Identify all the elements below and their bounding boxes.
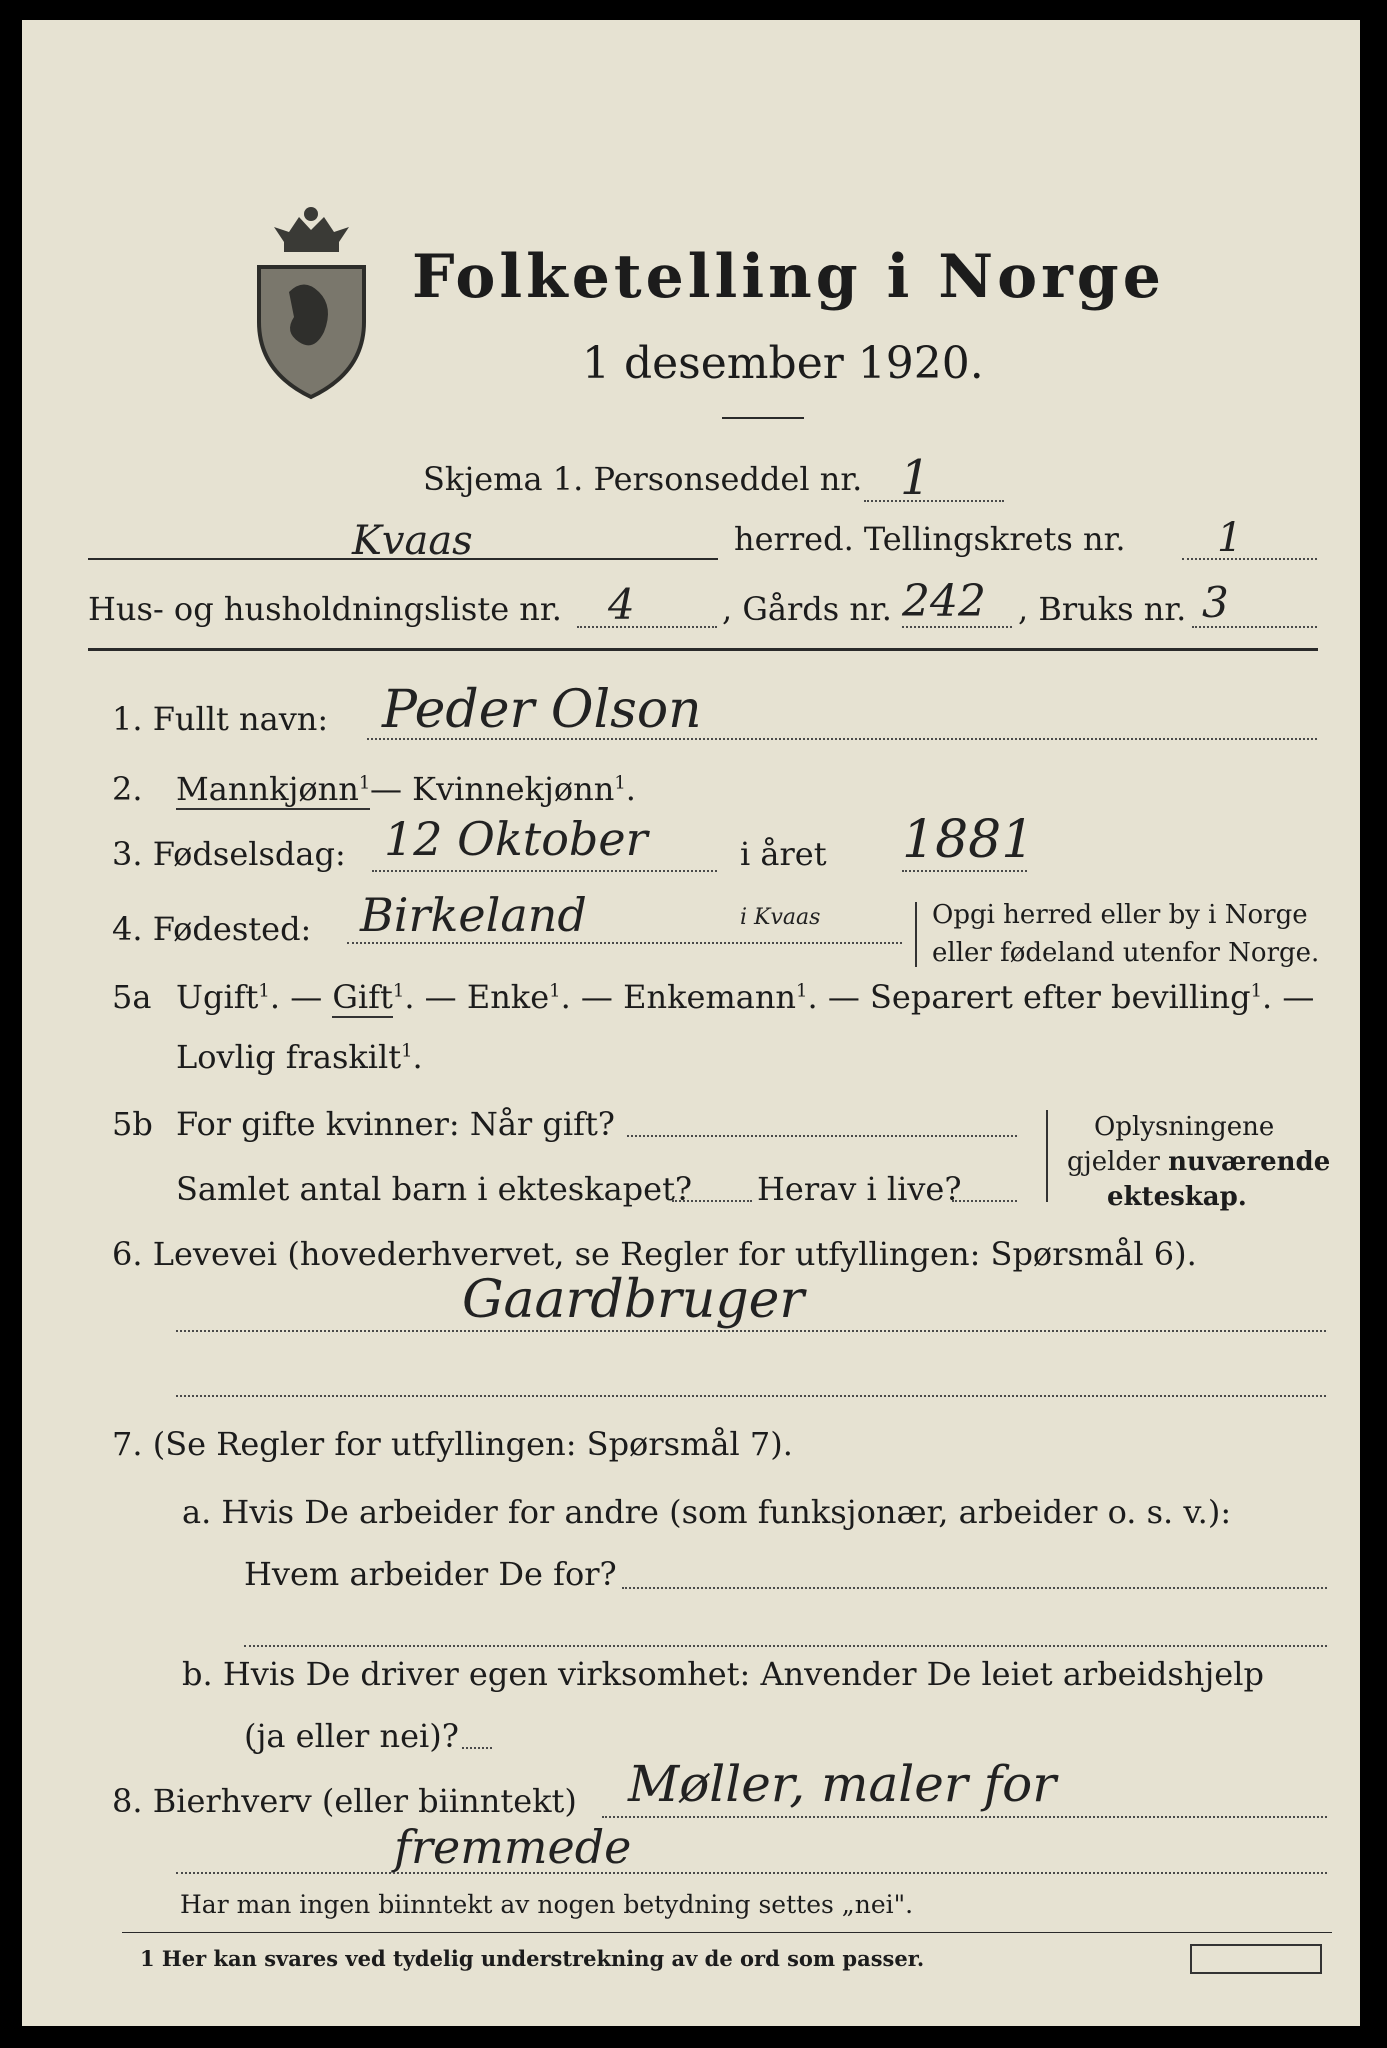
q5a-option-enkemann: Enkemann bbox=[623, 978, 797, 1016]
q1-label: 1. Fullt navn: bbox=[112, 700, 329, 738]
q7b-label: b. Hvis De driver egen virksomhet: Anvender De leiet arbeidshjelp bbox=[182, 1655, 1264, 1693]
q5b-note-line2b: nuværende bbox=[1168, 1147, 1331, 1177]
form-date: 1 desember 1920. bbox=[582, 338, 984, 389]
gards-label: , Gårds nr. bbox=[722, 590, 892, 628]
q5a-option-enke: Enke bbox=[466, 978, 550, 1016]
q5a-option-separert: Separert efter bevilling bbox=[870, 978, 1251, 1016]
q5b-note-line2a: gjelder bbox=[1067, 1147, 1160, 1177]
q8-value-line1: Møller, maler for bbox=[628, 1755, 1057, 1813]
bruks-label: , Bruks nr. bbox=[1018, 590, 1187, 628]
q5b-note-brace bbox=[1046, 1110, 1052, 1202]
q2-option-male-label: Mannkjønn bbox=[176, 770, 359, 808]
q5b-married-line bbox=[627, 1135, 1017, 1137]
husliste-value: 4 bbox=[608, 580, 635, 629]
q5b-note-line3: ekteskap. bbox=[1107, 1182, 1247, 1212]
q6-label: 6. Levevei (hovederhvervet, se Regler for utfyllingen: Spørsmål 6). bbox=[112, 1235, 1197, 1273]
q5a-option-gift: Gift bbox=[332, 978, 393, 1016]
q8-note: Har man ingen biinntekt av nogen betydning settes „nei". bbox=[180, 1890, 914, 1919]
q5a-options: Ugift$^1$. — Gift$^1$. — Enke$^1$. — Enkemann$^1$. — Separert efter bevilling$^1$. — bbox=[176, 978, 1315, 1016]
q7a-line2 bbox=[244, 1645, 1327, 1647]
census-form bbox=[22, 20, 1360, 2026]
q3-day-value: 12 Oktober bbox=[384, 812, 648, 866]
q7a-line1 bbox=[622, 1587, 1327, 1589]
header-divider bbox=[88, 648, 1318, 651]
q7a-label: a. Hvis De arbeider for andre (som funksjonær, arbeider o. s. v.): bbox=[182, 1493, 1232, 1531]
q4-value-note: i Kvaas bbox=[740, 905, 821, 930]
footer-divider bbox=[122, 1932, 1332, 1933]
q4-line bbox=[347, 942, 902, 944]
q8-line2 bbox=[176, 1872, 1327, 1874]
q1-value: Peder Olson bbox=[382, 680, 702, 740]
q8-value-line2: fremmede bbox=[394, 1820, 632, 1874]
husliste-line bbox=[577, 626, 717, 628]
q2-option-female: — Kvinnekjønn$^1$. bbox=[370, 770, 636, 808]
herred-value: Kvaas bbox=[352, 518, 473, 564]
q7a-employer-label: Hvem arbeider De for? bbox=[244, 1555, 617, 1593]
q5a-option-ugift: Ugift bbox=[176, 978, 259, 1016]
q3-year-label: i året bbox=[740, 835, 827, 873]
q5b-num: 5b bbox=[112, 1105, 153, 1143]
q4-hint-line1: Opgi herred eller by i Norge bbox=[932, 900, 1308, 930]
title-divider bbox=[722, 417, 804, 419]
tellingskrets-value: 1 bbox=[1217, 515, 1243, 561]
q3-day-line bbox=[372, 870, 717, 872]
q5b-children-line bbox=[672, 1200, 752, 1202]
q5b-alive-line bbox=[952, 1200, 1017, 1202]
q8-line1 bbox=[602, 1816, 1327, 1818]
q6-line1 bbox=[176, 1330, 1326, 1332]
q5b-note-line2 bbox=[1067, 1147, 1330, 1177]
schema-label: Skjema 1. Personseddel nr. bbox=[423, 460, 863, 498]
q5a-option-fraskilt: Lovlig fraskilt$^1$. bbox=[176, 1038, 423, 1076]
q6-line2 bbox=[176, 1395, 1326, 1397]
q3-label: 3. Fødselsdag: bbox=[112, 835, 346, 873]
q4-value: Birkeland bbox=[360, 888, 587, 942]
q2-num: 2. bbox=[112, 770, 143, 808]
q2-option-male: Mannkjønn$^1$ bbox=[176, 770, 371, 808]
footnote: 1 Her kan svares ved tydelig understrekning av de ord som passer. bbox=[140, 1946, 925, 1971]
gards-value: 242 bbox=[902, 576, 986, 627]
q5b-note-line1: Oplysningene bbox=[1094, 1112, 1275, 1142]
herred-label: herred. Tellingskrets nr. bbox=[734, 520, 1126, 558]
q4-hint-brace bbox=[915, 902, 921, 967]
husliste-label: Hus- og husholdningsliste nr. bbox=[88, 590, 562, 628]
q5a-option-fraskilt-label: Lovlig fraskilt bbox=[176, 1038, 402, 1076]
q5b-alive-label: Herav i live? bbox=[757, 1170, 962, 1208]
q5b-children-label: Samlet antal barn i ekteskapet? bbox=[176, 1170, 693, 1208]
q7-label: 7. (Se Regler for utfyllingen: Spørsmål 7). bbox=[112, 1425, 793, 1463]
q5b-married-label: For gifte kvinner: Når gift? bbox=[176, 1105, 615, 1143]
q3-year-line bbox=[902, 870, 1027, 872]
q4-label: 4. Fødested: bbox=[112, 910, 312, 948]
personseddel-value: 1 bbox=[900, 450, 931, 506]
form-title: Folketelling i Norge bbox=[412, 242, 1165, 312]
personseddel-line bbox=[864, 500, 1004, 502]
q7b-line bbox=[462, 1747, 492, 1749]
q2-option-female-label: — Kvinnekjønn bbox=[370, 770, 615, 808]
coat-of-arms-icon bbox=[244, 182, 379, 402]
q5a-num: 5a bbox=[112, 978, 152, 1016]
q6-value: Gaardbruger bbox=[462, 1270, 805, 1330]
tellingskrets-line bbox=[1182, 558, 1317, 560]
q7b-yesno-label: (ja eller nei)? bbox=[244, 1717, 459, 1755]
q3-year-value: 1881 bbox=[902, 810, 1035, 870]
bruks-value: 3 bbox=[1202, 578, 1229, 627]
q8-label: 8. Bierhverv (eller biinntekt) bbox=[112, 1782, 577, 1820]
printer-mark bbox=[1190, 1944, 1322, 1974]
q4-hint-line2: eller fødeland utenfor Norge. bbox=[932, 938, 1320, 968]
